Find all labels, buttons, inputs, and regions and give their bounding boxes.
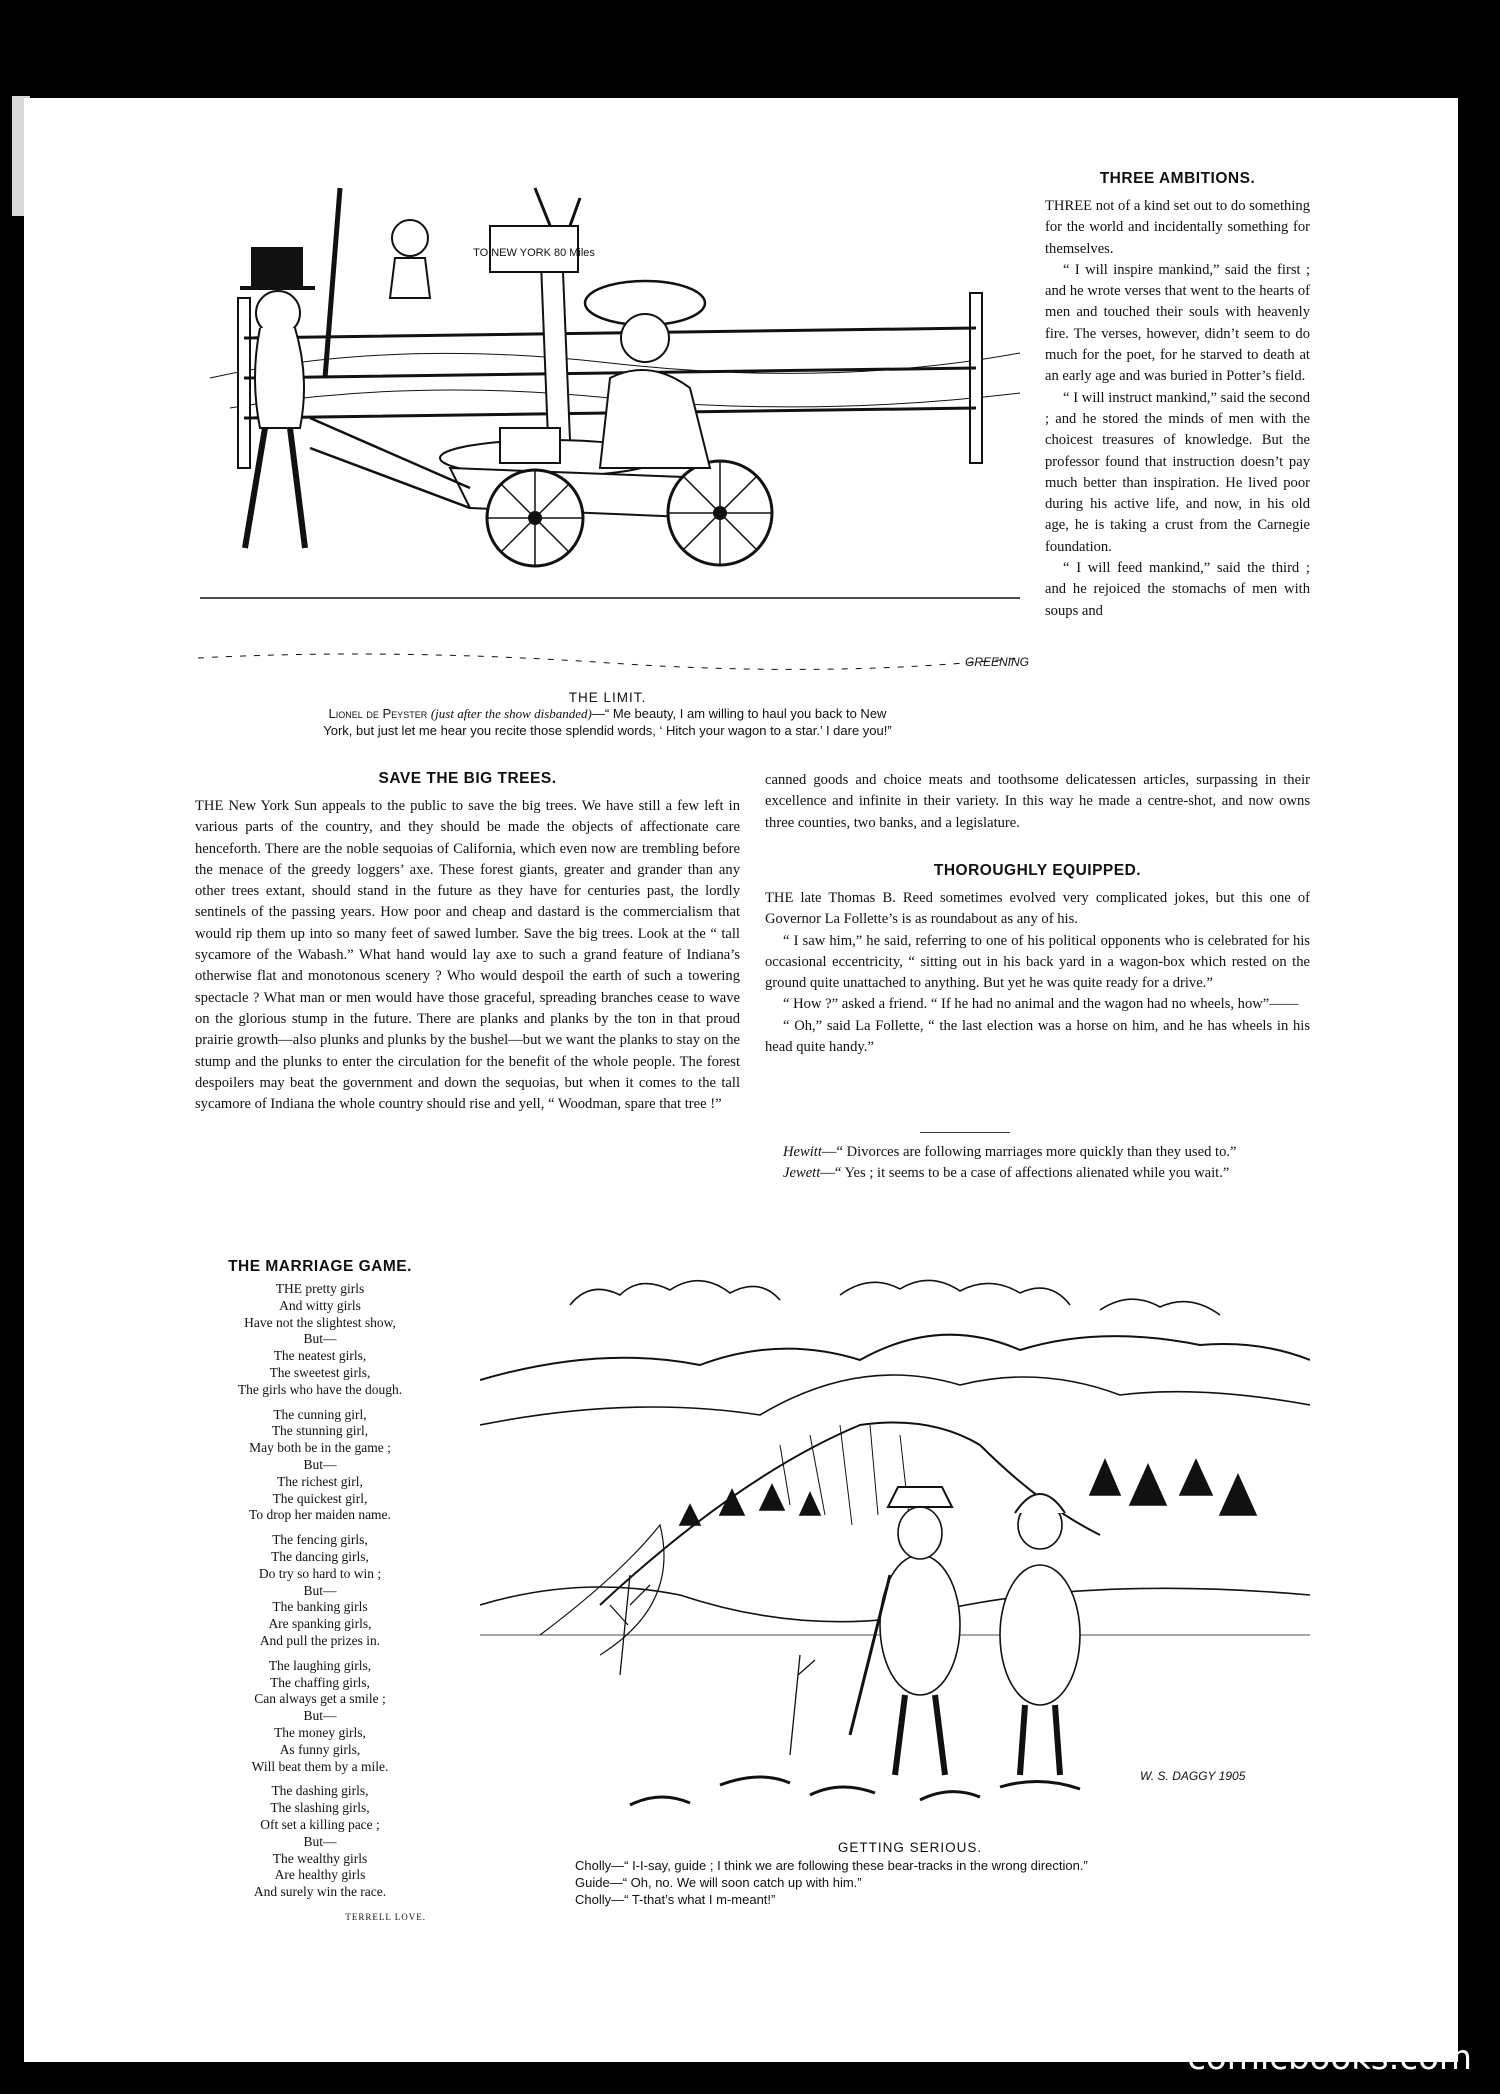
getting-serious-cartoon bbox=[480, 1275, 1310, 1835]
equipped-p2: “ I saw him,” he said, referring to one of his political opponents who is celebrated for his occasional eccentricity, “ sitting out in his back yard in a wagon-box which rested on the ground quite unattached to anything. But yet he was quite ready for a drive.” bbox=[765, 932, 1310, 992]
equipped-heading: THOROUGHLY EQUIPPED. bbox=[933, 862, 1142, 879]
serious-dialogue bbox=[575, 1857, 1295, 1908]
section-divider bbox=[920, 1132, 1010, 1133]
poem-line: The fencing girls, bbox=[272, 1532, 368, 1548]
limit-caption bbox=[215, 690, 1000, 739]
three-ambitions-p4: “ I will feed mankind,” said the third ; and he rejoiced the stomachs of men with soups and bbox=[1045, 560, 1310, 619]
serious-title: GETTING SERIOUS. bbox=[837, 1840, 983, 1855]
limit-title: THE LIMIT. bbox=[568, 690, 647, 705]
hewitt-quote: —“ Divorces are following marriages more quickly than they used to.” bbox=[821, 1144, 1237, 1160]
site-watermark: comicbooks.com bbox=[1187, 2038, 1472, 2078]
poem-line: To drop her maiden name. bbox=[249, 1507, 391, 1523]
poem-line: But— bbox=[303, 1456, 337, 1472]
equipped-text bbox=[765, 888, 1310, 1058]
poem-stanza bbox=[190, 1783, 450, 1901]
poem-author: TERRELL LOVE. bbox=[345, 1911, 426, 1922]
poem-line: The wealthy girls bbox=[272, 1850, 368, 1866]
poem-line: The cunning girl, bbox=[273, 1406, 367, 1422]
three-ambitions-p2: “ I will inspire mankind,” said the first ; and he wrote verses that went to the hearts of men and touched their souls with heavenly fire. The verses, however, didn’t seem to do much for the poet, for he starved to death at an early age and was buried in Potter’s field. bbox=[1045, 261, 1310, 385]
big-trees-heading: SAVE THE BIG TREES. bbox=[378, 770, 557, 787]
three-ambitions-continuation bbox=[765, 770, 1310, 834]
jewett-quote: —“ Yes ; it seems to be a case of affections alienated while you wait.” bbox=[820, 1165, 1230, 1182]
poem-line: The girls who have the dough. bbox=[237, 1381, 403, 1397]
limit-cartoon bbox=[190, 178, 1030, 688]
poem-line: May both be in the game ; bbox=[249, 1440, 391, 1456]
poem-line: The dashing girls, bbox=[271, 1783, 369, 1799]
three-ambitions-text bbox=[1045, 196, 1310, 622]
poem-line: Are spanking girls, bbox=[268, 1616, 372, 1632]
three-ambitions-heading: THREE AMBITIONS. bbox=[1099, 170, 1256, 187]
poem-line: The laughing girls, bbox=[268, 1657, 372, 1673]
poem-line: The richest girl, bbox=[277, 1473, 363, 1489]
serious-line-3: Cholly—“ T-that’s what I m-meant!” bbox=[575, 1892, 776, 1907]
poem-line: The slashing girls, bbox=[270, 1800, 370, 1816]
poem-line: THE pretty girls bbox=[275, 1281, 365, 1296]
big-trees-text bbox=[195, 796, 740, 1115]
poem-stanza bbox=[190, 1532, 450, 1650]
equipped-p3: “ How ?” asked a friend. “ If he had no animal and the wagon had no wheels, how”—— bbox=[783, 996, 1299, 1013]
poem-line: The money girls, bbox=[274, 1724, 366, 1740]
poem-line: The sweetest girls, bbox=[269, 1364, 371, 1380]
poem-line: As funny girls, bbox=[279, 1741, 361, 1757]
poem-line: The quickest girl, bbox=[272, 1490, 368, 1506]
poem-line: And pull the prizes in. bbox=[259, 1632, 381, 1648]
poem-line: Will beat them by a mile. bbox=[251, 1758, 389, 1774]
poem-line: The stunning girl, bbox=[271, 1423, 369, 1439]
poem-line: The dancing girls, bbox=[271, 1548, 369, 1564]
poem-line: Do try so hard to win ; bbox=[258, 1565, 382, 1581]
poem-line: Oft set a killing pace ; bbox=[260, 1816, 380, 1832]
serious-caption bbox=[560, 1840, 1260, 1855]
marriage-game-heading: THE MARRIAGE GAME. bbox=[228, 1258, 412, 1275]
big-trees-paragraph: THE New York Sun appeals to the public to save the big trees. We have still a few left in various parts of the country, and they should be made the objects of affectionate care henceforth. There are the noble sequoias of California, which even now are trembling before the menace of the greedy loggers’ axe. These forest giants, greater and grander than any other trees extant, should stand in the future as they have for centuries past, the lordly sentinels of the passing years. How poor and cheap and dastard is the commercialism that would rip them up into so many feet of sawed lumber. Save the big trees. Look at the “ tall sycamore of the Wabash.” What hand would lay axe to such a grand feature of Indiana’s otherwise flat and monotonous scenery ? Who would despoil the earth of such a towering spectacle ? What man or men would have those graceful, spreading branches cease to wave on the glorious stump in the future. There are planks and planks by the ton in that proud prairie growth—also plunks and plunks by the bushel—but we want the planks to stay on the stump and the plunks to enter the circulation for the benefit of the whole people. The forest despoilers may beat the government and down the sequoias, but when it comes to the tall sycamore of Indiana the whole country should rise and yell, “ Woodman, spare that tree !” bbox=[195, 798, 740, 1113]
poem-line: And surely win the race. bbox=[253, 1884, 387, 1900]
equipped-p1: THE late Thomas B. Reed sometimes evolved very complicated jokes, but this one of Governor La Follette’s is as roundabout as any of his. bbox=[765, 890, 1310, 928]
hewitt-jewett-text bbox=[765, 1142, 1310, 1185]
poem-stanza bbox=[190, 1407, 450, 1525]
limit-quote-2: York, but just let me hear you recite those splendid words, ‘ Hitch your wagon to a star.’ I dare you!” bbox=[323, 723, 892, 738]
equipped-p4: “ Oh,” said La Follette, “ the last election was a horse on him, and he has wheels in his head quite handy.” bbox=[765, 1017, 1310, 1056]
continuation-paragraph: canned goods and choice meats and toothsome delicatessen articles, surpassing in their excellence and infinite in their variety. In this way he made a centre-shot, and now owns three counties, two banks, and a legislature. bbox=[765, 772, 1310, 831]
limit-speaker: Lionel de Peyster bbox=[328, 706, 428, 721]
poem-line: Are healthy girls bbox=[274, 1867, 366, 1883]
poem-line: The neatest girls, bbox=[273, 1348, 367, 1364]
hewitt-name: Hewitt bbox=[783, 1144, 822, 1160]
poem-line: Have not the slightest show, bbox=[244, 1314, 396, 1330]
poem-line: But— bbox=[303, 1833, 337, 1849]
limit-stage-direction: (just after the show disbanded) bbox=[430, 706, 592, 721]
limit-signature: GREENING bbox=[965, 655, 1030, 669]
poem-line: The chaffing girls, bbox=[270, 1674, 370, 1690]
serious-line-2: Guide—“ Oh, no. We will soon catch up with him.” bbox=[575, 1875, 862, 1890]
serious-signature: W. S. DAGGY 1905 bbox=[1140, 1769, 1246, 1783]
limit-dialogue bbox=[215, 705, 1000, 722]
poem-line: But— bbox=[303, 1582, 337, 1598]
poem-line: But— bbox=[303, 1331, 337, 1347]
poem-line: The banking girls bbox=[272, 1599, 368, 1615]
marriage-game-poem bbox=[190, 1281, 450, 1926]
serious-line-1: Cholly—“ I-I-say, guide ; I think we are following these bear-tracks in the wrong direction.” bbox=[575, 1858, 1088, 1873]
three-ambitions-p3: “ I will instruct mankind,” said the second ; and he stored the minds of men with the choicest treasures of knowledge. But the professor found that instruction doesn’t pay much better than inspiration. He lived poor during his active life, and now, in his old age, he is taking a crust from the Carnegie foundation. bbox=[1045, 389, 1310, 555]
poem-stanza bbox=[190, 1658, 450, 1776]
poem-line: Can always get a smile ; bbox=[254, 1691, 386, 1707]
jewett-line bbox=[765, 1163, 1310, 1184]
poem-stanza bbox=[190, 1281, 450, 1399]
jewett-name: Jewett bbox=[783, 1165, 821, 1182]
hewitt-line bbox=[765, 1142, 1310, 1163]
signpost-text: TO NEW YORK 80 Miles bbox=[473, 247, 595, 259]
poem-line: But— bbox=[303, 1708, 337, 1724]
three-ambitions-p1: THREE not of a kind set out to do something for the world and incidentally something for themselves. bbox=[1045, 198, 1310, 257]
poem-line: And witty girls bbox=[279, 1297, 361, 1313]
limit-quote-1: —“ Me beauty, I am willing to haul you back to New bbox=[591, 706, 887, 721]
